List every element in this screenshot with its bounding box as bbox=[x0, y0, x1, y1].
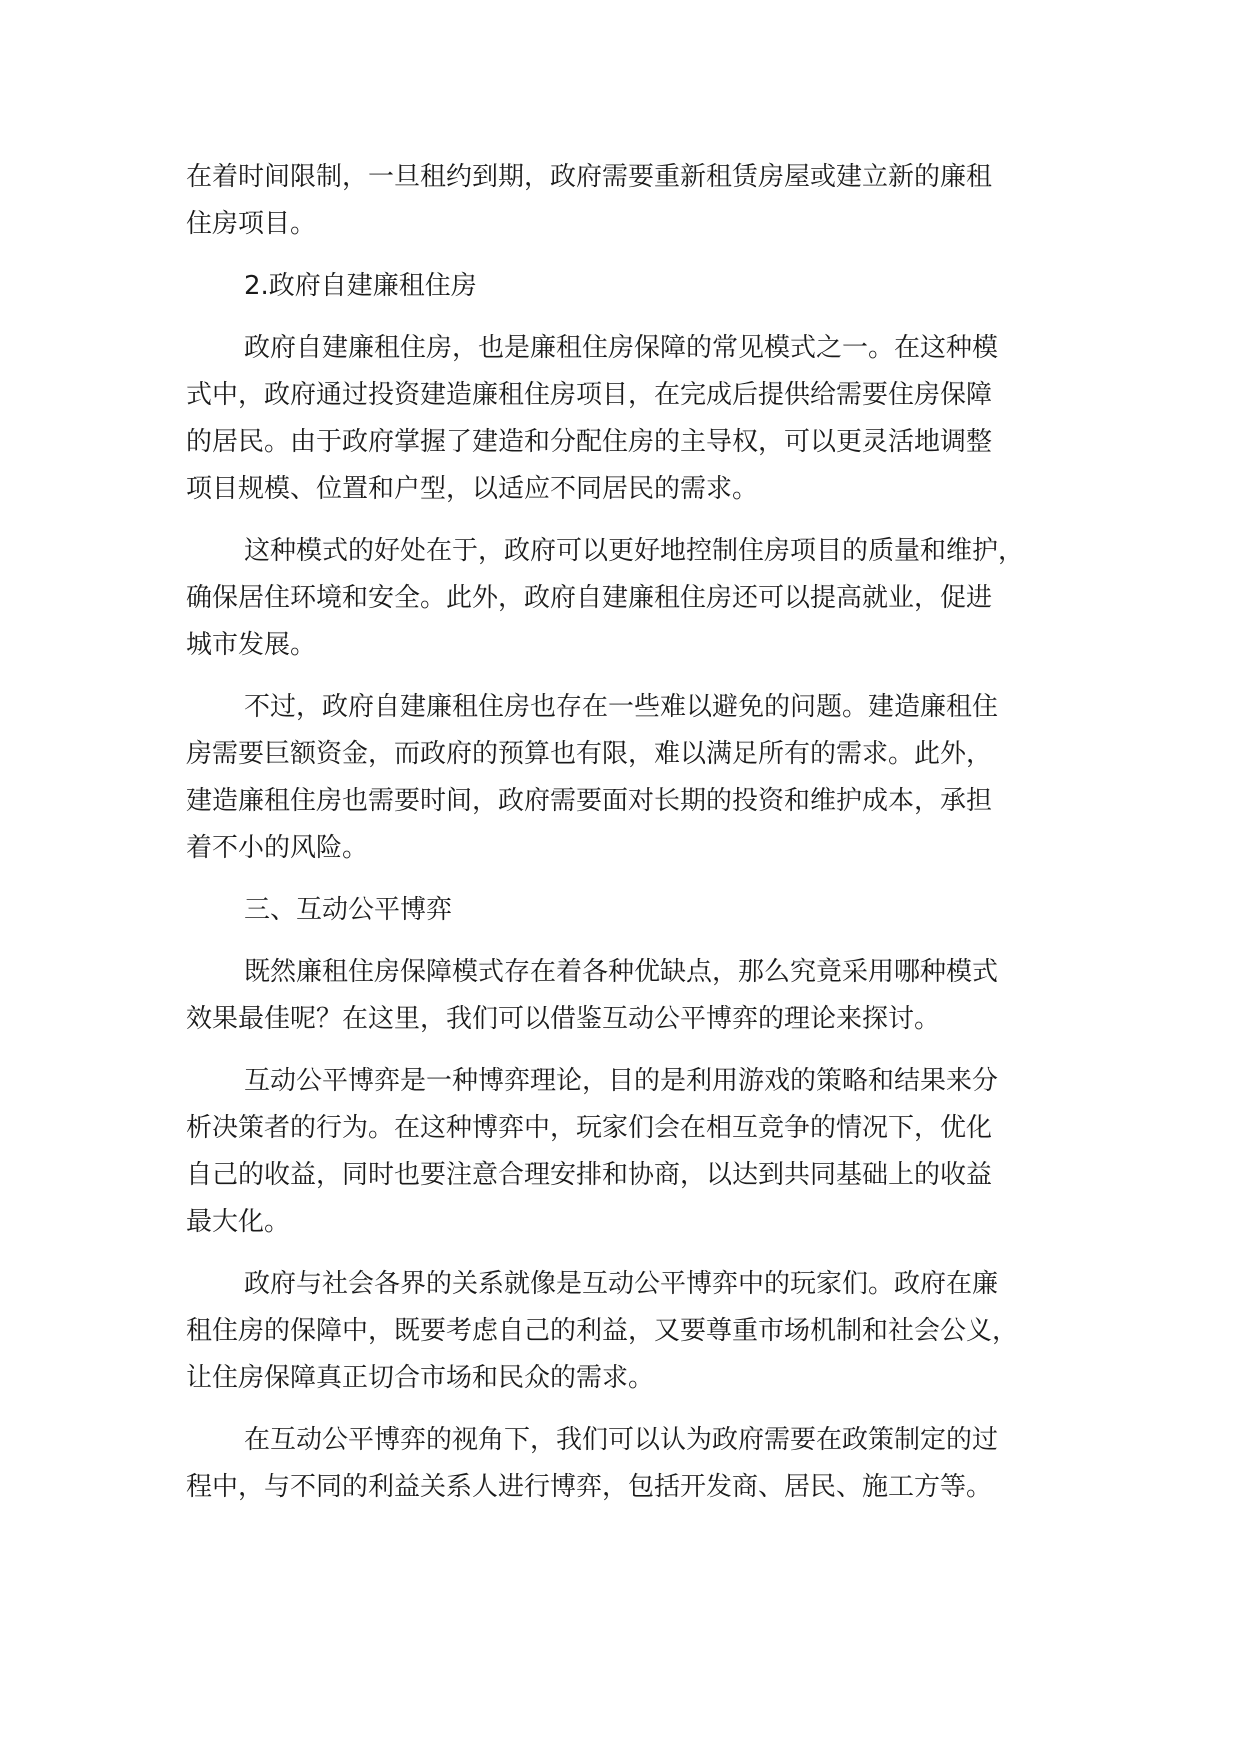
paragraph-line: 互动公平博弈是一种博弈理论，目的是利用游戏的策略和结果来分 bbox=[244, 1066, 999, 1096]
paragraph bbox=[186, 1261, 1076, 1402]
paragraph bbox=[186, 887, 1076, 934]
paragraph-line: 在着时间限制，一旦租约到期，政府需要重新租赁房屋或建立新的廉租 bbox=[186, 162, 993, 192]
paragraph-line: 最大化。 bbox=[186, 1207, 291, 1237]
paragraph-line: 住房项目。 bbox=[186, 209, 317, 239]
paragraph-line: 政府自建廉租住房，也是廉租住房保障的常见模式之一。在这种模 bbox=[244, 333, 999, 363]
paragraph-line: 政府与社会各界的关系就像是互动公平博弈中的玩家们。政府在廉 bbox=[244, 1269, 999, 1299]
paragraph-line: 确保居住环境和安全。此外，政府自建廉租住房还可以提高就业，促进 bbox=[186, 583, 993, 613]
paragraph bbox=[186, 684, 1076, 872]
paragraph bbox=[186, 949, 1076, 1043]
paragraph bbox=[186, 325, 1076, 513]
paragraph bbox=[186, 1058, 1076, 1246]
paragraph-line: 城市发展。 bbox=[186, 630, 317, 660]
paragraph bbox=[186, 528, 1076, 669]
paragraph-line: 程中，与不同的利益关系人进行博弈，包括开发商、居民、施工方等。 bbox=[186, 1472, 993, 1502]
paragraph-line: 让住房保障真正切合市场和民众的需求。 bbox=[186, 1363, 655, 1393]
document-body bbox=[186, 154, 1076, 1526]
paragraph-line: 2.政府自建廉租住房 bbox=[244, 271, 477, 301]
paragraph-line: 这种模式的好处在于，政府可以更好地控制住房项目的质量和维护， bbox=[244, 536, 1025, 566]
paragraph-line: 式中，政府通过投资建造廉租住房项目，在完成后提供给需要住房保障 bbox=[186, 380, 993, 410]
paragraph-line: 效果最佳呢？在这里，我们可以借鉴互动公平博弈的理论来探讨。 bbox=[186, 1004, 941, 1034]
paragraph-line: 建造廉租住房也需要时间，政府需要面对长期的投资和维护成本，承担 bbox=[186, 786, 993, 816]
paragraph-line: 三、互动公平博弈 bbox=[244, 895, 453, 925]
paragraph-line: 既然廉租住房保障模式存在着各种优缺点，那么究竟采用哪种模式 bbox=[244, 957, 999, 987]
paragraph-line: 房需要巨额资金，而政府的预算也有限，难以满足所有的需求。此外， bbox=[186, 739, 993, 769]
paragraph-line: 的居民。由于政府掌握了建造和分配住房的主导权，可以更灵活地调整 bbox=[186, 427, 993, 457]
paragraph bbox=[186, 263, 1076, 310]
paragraph-line: 在互动公平博弈的视角下，我们可以认为政府需要在政策制定的过 bbox=[244, 1425, 999, 1455]
paragraph bbox=[186, 1417, 1076, 1511]
paragraph-line: 自己的收益，同时也要注意合理安排和协商，以达到共同基础上的收益 bbox=[186, 1160, 993, 1190]
paragraph-line: 析决策者的行为。在这种博弈中，玩家们会在相互竞争的情况下，优化 bbox=[186, 1113, 993, 1143]
paragraph-line: 租住房的保障中，既要考虑自己的利益，又要尊重市场机制和社会公义， bbox=[186, 1316, 1019, 1346]
paragraph-line: 不过，政府自建廉租住房也存在一些难以避免的问题。建造廉租住 bbox=[244, 692, 999, 722]
paragraph bbox=[186, 154, 1076, 248]
paragraph-line: 着不小的风险。 bbox=[186, 833, 369, 863]
paragraph-line: 项目规模、位置和户型，以适应不同居民的需求。 bbox=[186, 474, 759, 504]
